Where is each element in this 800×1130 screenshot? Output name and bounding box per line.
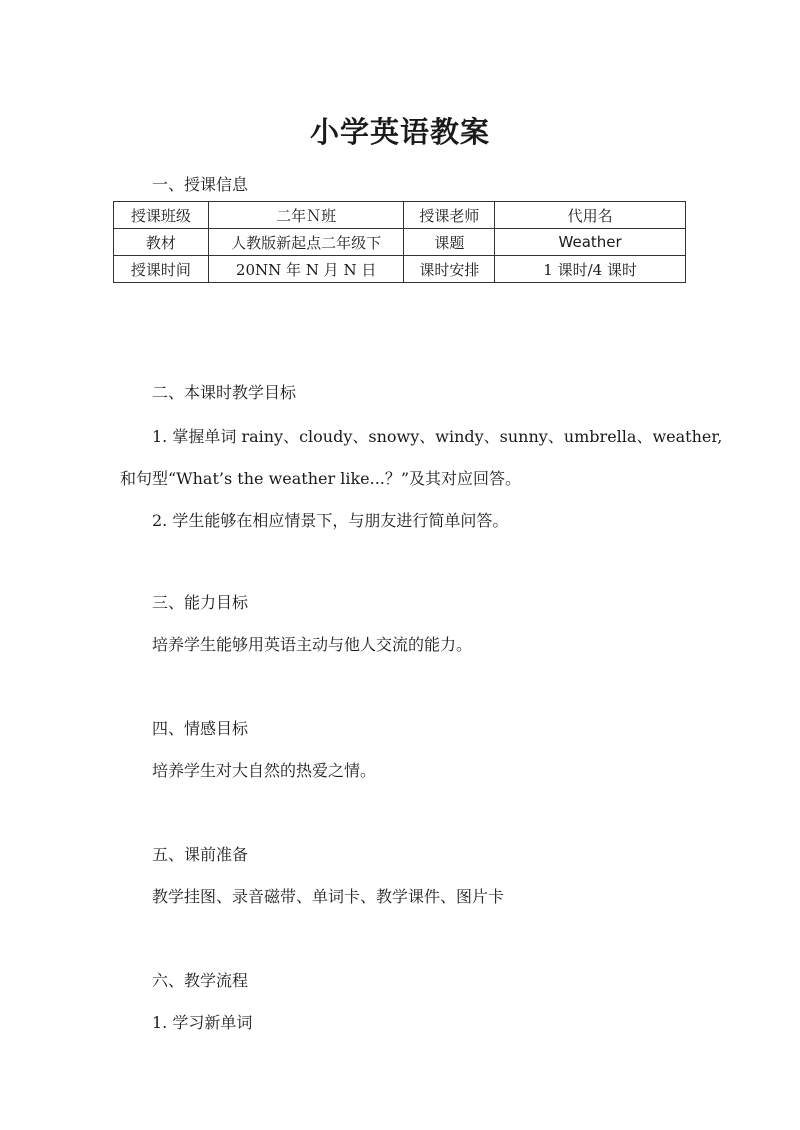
- table-row: [114, 229, 686, 256]
- objective-item-2: 2. 学生能够在相应情景下，与朋友进行简单问答。: [152, 511, 509, 530]
- ability-objective-text: 培养学生能够用英语主动与他人交流的能力。: [152, 635, 473, 654]
- table-cell: 授课老师: [404, 202, 495, 229]
- process-item-1: 1. 学习新单词: [152, 1013, 253, 1032]
- table-cell: 课时安排: [404, 256, 495, 283]
- table-cell: 人教版新起点二年级下: [208, 229, 404, 256]
- table-cell: 1 课时/4 课时: [495, 256, 686, 283]
- table-row: [114, 202, 686, 229]
- section-heading-lesson-objectives: 二、本课时教学目标: [152, 383, 297, 402]
- section-heading-ability-objectives: 三、能力目标: [152, 593, 249, 612]
- table-cell: 授课时间: [114, 256, 209, 283]
- emotional-objective-text: 培养学生对大自然的热爱之情。: [152, 761, 377, 780]
- table-cell: Weather: [495, 229, 686, 256]
- objective-item-1-line-2: 和句型“What’s the weather like...？”及其对应回答。: [120, 469, 522, 488]
- table-cell: 教材: [114, 229, 209, 256]
- table-cell: 二年Ｎ班: [208, 202, 404, 229]
- section-heading-teaching-process: 六、教学流程: [152, 971, 249, 990]
- teaching-info-table: [113, 201, 686, 283]
- table-cell: 代用名: [495, 202, 686, 229]
- section-heading-emotional-objectives: 四、情感目标: [152, 719, 249, 738]
- table-row: [114, 256, 686, 283]
- table-cell: 授课班级: [114, 202, 209, 229]
- document-title: 小学英语教案: [309, 115, 490, 149]
- table-cell: 课题: [404, 229, 495, 256]
- table-cell: 20NN 年 N 月 N 日: [208, 256, 404, 283]
- objective-item-1-line-1: 1. 掌握单词 rainy、cloudy、snowy、windy、sunny、umbrella、weather,: [152, 427, 723, 446]
- section-heading-teaching-info: 一、授课信息: [152, 175, 249, 194]
- section-heading-preparation: 五、课前准备: [152, 845, 249, 864]
- preparation-text: 教学挂图、录音磁带、单词卡、教学课件、图片卡: [152, 887, 505, 906]
